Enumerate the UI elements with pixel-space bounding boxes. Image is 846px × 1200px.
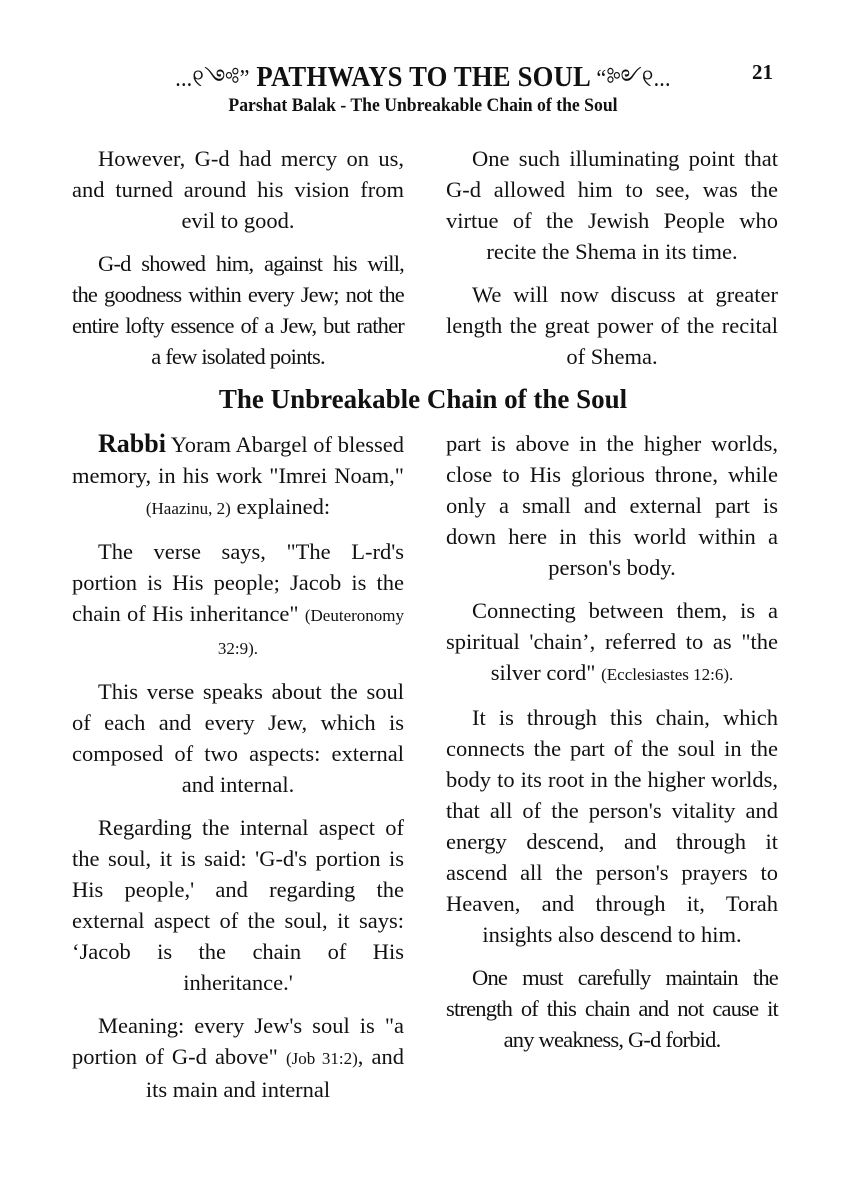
text-run: This verse speaks about the soul of each and every Jew, which is composed of two aspects: external and internal. [72,679,404,797]
text-run: One such illuminating point that G-d allowed him to see, was the virtue of the Jewish People who recite the Shema in its time. [446,146,778,264]
section-heading: The Unbreakable Chain of the Soul [218,384,628,414]
text-run: G-d showed him, against his will, the goodness within every Jew; not the entire lofty essence of a Jew, but rather a few isolated points. [72,251,404,369]
lead-word: Rabbi [98,429,166,458]
paragraph [72,143,404,236]
paragraph [446,962,778,1055]
text-run: It is through this chain, which connects the part of the soul in the body to its root in the higher worlds, that all of the person's vitality and energy descend, and through it ascend all the person's prayers to Heaven, and through it, Torah insights also descend to him. [446,705,778,947]
text-run: Connecting between them, is a spiritual 'chain’, referred to as "the silver cord" [446,598,778,685]
paragraph [72,812,404,998]
text-run: , and its main and internal [145,1044,404,1102]
citation: (Deuteronomy 32:9). [217,606,404,658]
text-run: part is above in the higher worlds, close to His glorious throne, while only a small and external part is down here in this world within a person's body. [446,431,778,580]
paragraph [72,1010,404,1105]
paragraph [72,676,404,800]
citation: (Job 31:2) [285,1049,358,1068]
paragraph [72,248,404,372]
text-run: Meaning: every Jew's soul is "a portion of G-d above" [72,1013,404,1069]
intro-left-column [72,143,404,384]
intro-right-column [446,143,778,384]
paragraph [446,143,778,267]
paragraph [446,428,778,583]
page-number: 21 [752,60,773,84]
paragraph [72,428,404,524]
body-right-column [446,428,778,1067]
citation: (Ecclesiastes 12:6). [601,665,734,684]
text-run: One must carefully maintain the strength of this chain and not cause it any weakness, G-d forbid. [446,965,778,1052]
text-run: Yoram Abargel of blessed memory, in his work "Imrei Noam," [72,432,404,488]
body-left-column [72,428,404,1117]
paragraph [72,536,404,664]
book-title: PATHWAYS TO THE SOUL [256,61,590,93]
text-run: Regarding the internal aspect of the soul, it is said: 'G-d's portion is His people,' and regarding the external aspect of the soul, it says: ‘Jacob is the chain of His inheritance.' [72,815,404,995]
ornament-right-icon: “༻୧... [596,66,671,92]
paragraph [446,702,778,950]
chapter-subtitle: Parshat Balak - The Unbreakable Chain of the Soul [228,95,618,116]
text-run: However, G-d had mercy on us, and turned around his vision from evil to good. [72,146,404,233]
paragraph [446,279,778,372]
ornament-left-icon: ...୧༺” [175,66,250,92]
text-run: We will now discuss at greater length the great power of the recital of Shema. [446,282,778,369]
text-run: The verse says, "The L-rd's portion is His people; Jacob is the chain of His inheritance" [72,539,404,626]
citation: (Haazinu, 2) [145,499,231,518]
paragraph [446,595,778,690]
text-run: explained: [230,494,331,519]
